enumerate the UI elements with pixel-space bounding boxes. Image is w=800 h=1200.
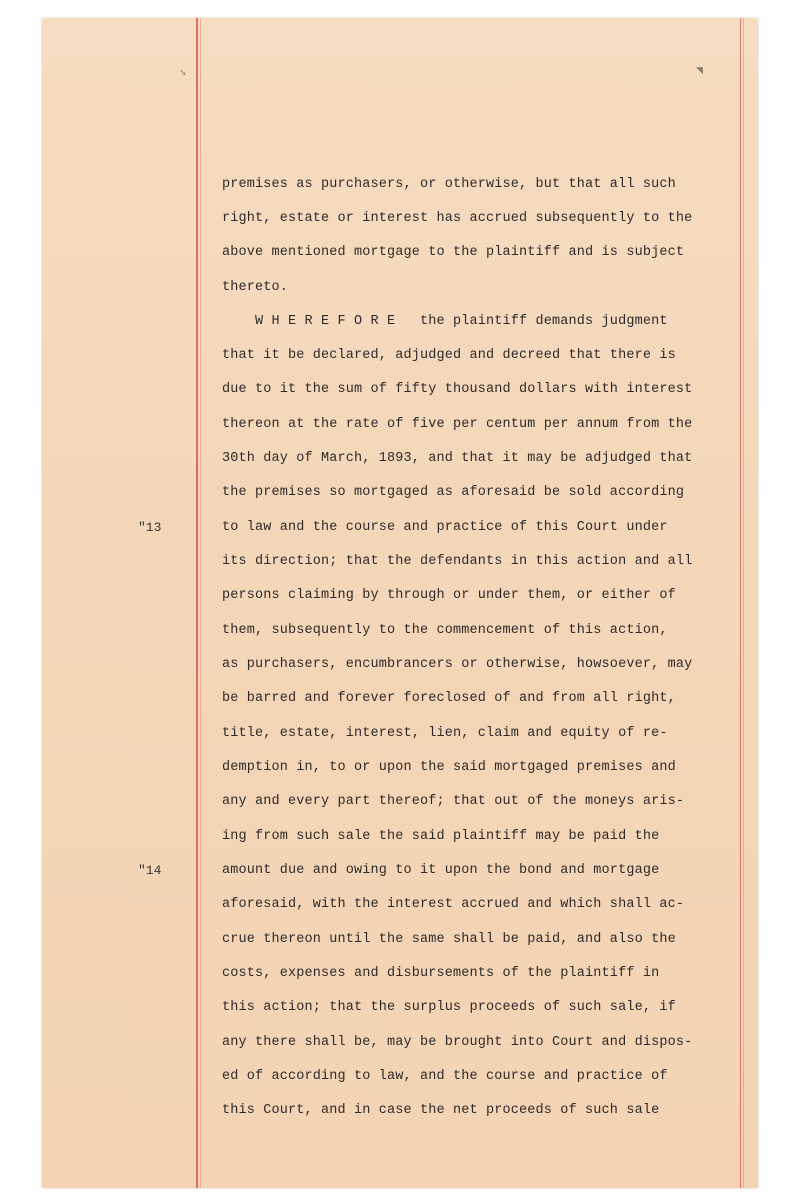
margin-note-13: "13 (138, 520, 162, 535)
text-line: due to it the sum of fifty thousand dollars with interest (222, 382, 693, 397)
text-line: title, estate, interest, lien, claim and equity of re- (222, 726, 668, 741)
text-line: crue thereon until the same shall be paid, and also the (222, 932, 676, 947)
text-line: as purchasers, encumbrancers or otherwise, howsoever, may (222, 657, 693, 672)
text-line: ing from such sale the said plaintiff may be paid the (222, 829, 660, 844)
text-line: amount due and owing to it upon the bond and mortgage (222, 863, 660, 878)
document-page (42, 18, 758, 1188)
right-margin-rule-inner (743, 18, 744, 1188)
text-line: persons claiming by through or under them, or either of (222, 588, 676, 603)
text-line: aforesaid, with the interest accrued and which shall ac- (222, 897, 685, 912)
left-margin-rule-inner (200, 18, 201, 1188)
text-line: its direction; that the defendants in this action and all (222, 554, 693, 569)
text-line: be barred and forever foreclosed of and from all right, (222, 691, 676, 706)
text-line: demption in, to or upon the said mortgaged premises and (222, 760, 676, 775)
corner-mark-right: ◥ (696, 66, 703, 76)
right-margin-rule (740, 18, 741, 1188)
text-line: this Court, and in case the net proceeds of such sale (222, 1103, 660, 1118)
text-line: right, estate or interest has accrued subsequently to the (222, 211, 693, 226)
text-line: premises as purchasers, or otherwise, but that all such (222, 177, 676, 192)
text-line: thereto. (222, 280, 289, 295)
text-line: any there shall be, may be brought into Court and dispos- (222, 1035, 693, 1050)
text-line: 30th day of March, 1893, and that it may be adjudged that (222, 451, 693, 466)
text-line: thereon at the rate of five per centum per annum from the (222, 417, 693, 432)
text-line: the premises so mortgaged as aforesaid be sold according (222, 485, 685, 500)
text-line: costs, expenses and disbursements of the plaintiff in (222, 966, 660, 981)
text-line: ed of according to law, and the course and practice of (222, 1069, 668, 1084)
text-line: that it be declared, adjudged and decreed that there is (222, 348, 676, 363)
text-line: them, subsequently to the commencement of this action, (222, 623, 668, 638)
corner-mark-left: ↘ (179, 68, 187, 78)
margin-note-14: "14 (138, 863, 162, 878)
text-line: above mentioned mortgage to the plaintiff and is subject (222, 245, 685, 260)
text-line: any and every part thereof; that out of the moneys aris- (222, 794, 685, 809)
text-line: to law and the course and practice of this Court under (222, 520, 668, 535)
left-margin-rule (196, 18, 198, 1188)
text-line: this action; that the surplus proceeds of such sale, if (222, 1000, 676, 1015)
text-line: W H E R E F O R E the plaintiff demands judgment (222, 314, 668, 329)
